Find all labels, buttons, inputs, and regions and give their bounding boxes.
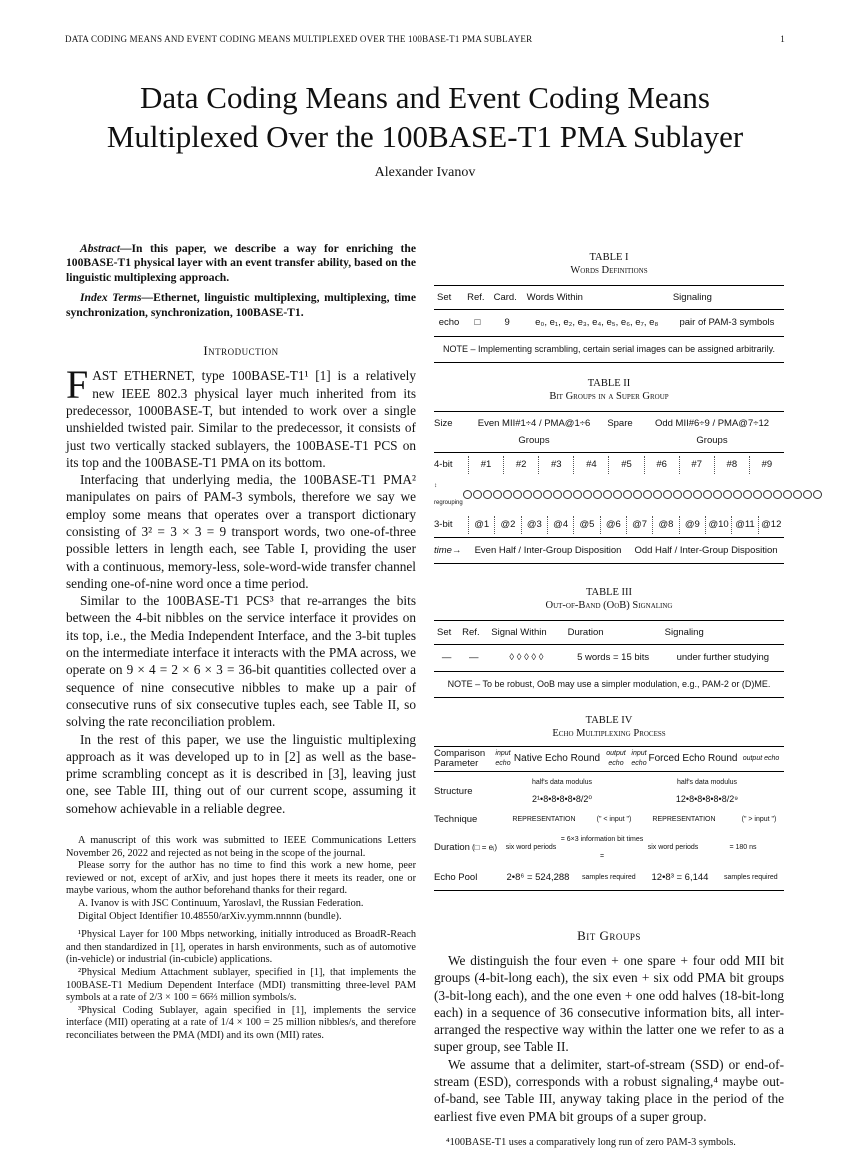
t1-cell: □: [474, 317, 481, 329]
bit-circle: [473, 490, 482, 499]
t1-header: Set: [434, 286, 464, 310]
table-2-caption: [434, 377, 784, 403]
abstract-label: Abstract—: [80, 242, 132, 255]
t4-duration-label: Duration: [434, 842, 470, 854]
bit-circle: [643, 490, 652, 499]
t3-note: NOTE – To be robust, OoB may use a simpler modulation, e.g., PAM-2 or (D)ME.: [434, 671, 784, 697]
footnotes: [66, 929, 416, 1042]
table-4: [434, 746, 784, 891]
author: Alexander Ivanov: [374, 165, 476, 180]
bit-circle: [463, 490, 472, 499]
note-4: Digital Object Identifier 10.48550/arXiv.yymm.nnnnn (bundle).: [78, 910, 342, 922]
table-2-title: Bit Groups in a Super Group: [549, 390, 669, 402]
page-number: 1: [780, 34, 785, 44]
t4-native-pool: 2•8⁶ = 524,288: [506, 872, 570, 884]
paper-title: [0, 78, 850, 156]
table-1-title: Words Definitions: [570, 265, 648, 276]
t4-technique-label: Technique: [434, 814, 478, 826]
t1-header: Ref.: [464, 286, 491, 310]
bitgroups-paragraph-1: We distinguish the four even + one spare + four odd MII bit groups (4-bit-long each), the six even + six odd PMA bit groups (3-bit-long each), and the one even + one odd halves (18-bit-long each) in a sequence of 36 consecutive information bits, all inter-arranged the respective way within the latter one we refer to as a super group, see Table II.: [434, 952, 784, 1055]
t2-pma-group: @3: [521, 516, 547, 533]
index-terms: [66, 291, 416, 320]
t4-output-echo-2: output echo: [742, 754, 780, 762]
table-3-title: Out-of-Band (OoB) Signaling: [545, 599, 673, 611]
t4-half-modulus: half's data modulus: [531, 778, 593, 786]
bit-circle: [503, 490, 512, 499]
table-3-caption: [434, 586, 784, 612]
intro-paragraph-2: Interfacing that underlying media, the 100BASE-T1 PMA² manipulates on pairs of PAM-3 symbols, therefore we say we employ some means that operates over a transport dictionary consisting of 3² = 3 × 3 = 9 transport words, two one-of-three possible letters in length each, see Table I, providing the user with a continuous, memory-less, sole-word-wide transfer channel sending one-of-nine word once a time period.: [66, 472, 416, 591]
t3-header: Set: [434, 620, 459, 644]
t1-cell: 9: [504, 317, 510, 329]
bit-circle: [513, 490, 522, 499]
t3-cell: ◊ ◊ ◊ ◊ ◊: [509, 652, 544, 664]
t4-forced-rep: REPRESENTATION: [652, 816, 716, 824]
bit-circle: [483, 490, 492, 499]
t4-native-rep: REPRESENTATION: [512, 816, 576, 824]
note-2: Please sorry for the author has no time to find this work a new home, peer reviewed or not, except of arXiv, and just hopes there it meets its reader, one or maybe various, whom the author beforehand thanks for their regard.: [66, 860, 416, 897]
t3-header: Signal Within: [488, 620, 564, 644]
t1-header: Words Within: [524, 286, 670, 310]
bit-circle: [583, 490, 592, 499]
bitgroups-paragraph-2: We assume that a delimiter, start-of-stream (SSD) or end-of-stream (ESD), corresponds with a robust signaling,⁴ maybe out-of-band, see Table III, anyway taking place in the period of the earliest five even PMA bit groups of a super group.: [434, 1056, 784, 1124]
t2-pma-group: @4: [547, 516, 573, 533]
t1-header: Signaling: [670, 286, 784, 310]
t2-pma-group: @12: [758, 516, 784, 533]
t2-mii-group: #1: [468, 456, 503, 473]
t2-regroup-label: ↕ regrouping: [434, 482, 463, 507]
bit-circle: [743, 490, 752, 499]
table-4-title: Echo Multiplexing Process: [552, 727, 666, 739]
t2-odd-half: Odd Half / Inter-Group Disposition: [634, 544, 778, 556]
abstract: [66, 242, 416, 285]
t4-forced-samples: samples required: [724, 874, 778, 882]
table-1: [434, 285, 784, 363]
t2-pma-group: @8: [652, 516, 678, 533]
intro-paragraph-3: Similar to the 100BASE-T1 PCS³ that re-arranges the bits between the 4-bit nibbles on the service interface it provides on its top, i.e., the Media Independent Interface, and the 3-bit tuples on the intermediate interface it interacts with the PMA across, we operate on 9 × 4 = 2 × 6 × 3 = 36-bit quantities collected over a sequence of nine consecutive nibbles to make up a pair of consecutive runs of six consecutive tuples each, see Table II, so solving the rate reconciliation problem.: [66, 593, 416, 730]
t2-mii-group: #2: [503, 456, 538, 473]
bit-circle: [803, 490, 812, 499]
intro-p1-text: AST ETHERNET, type 100BASE-T1¹ [1] is a relatively new IEEE 802.3 physical layer much inherited from its predecessor, 1000BASE-T, but intended to work over a single unshielded twisted pair. Similar to the predecessor, it consists of just two vertically stacked sublayers, the 100BASE-T1 PCS on its top and the 100BASE-T1 PMA on its bottom.: [66, 368, 416, 470]
bit-circle: [783, 490, 792, 499]
t4-native-cond: (" < input "): [596, 816, 632, 824]
t2-regroup-row: [434, 477, 784, 514]
intro-heading: Introduction: [203, 343, 279, 359]
t2-pma-group: @7: [626, 516, 652, 533]
t2-pma-group: @10: [705, 516, 731, 533]
t2-mii-group: #9: [749, 456, 784, 473]
t2-pma-group: @5: [573, 516, 599, 533]
t2-mii-group: #4: [573, 456, 608, 473]
bit-circle: [603, 490, 612, 499]
t2-pma-group: @1: [468, 516, 494, 533]
t4-forced-struct-text: 12•8•8•8•8•8/2⁹: [675, 794, 739, 805]
table-3: [434, 620, 784, 698]
t4-forced-six: six word periods: [647, 844, 699, 852]
t1-header: Card.: [491, 286, 524, 310]
right-column: [434, 245, 784, 1160]
t2-pma-group: @2: [494, 516, 520, 533]
title-line-1: Data Coding Means and Event Coding Means: [140, 80, 710, 115]
t2-even-header: Even MII#1÷4 / PMA@1÷6 Groups: [477, 417, 591, 447]
bit-circle: [533, 490, 542, 499]
note-1: A manuscript of this work was submitted to IEEE Communications Letters November 26, 2022 and rejected as not being in the scope of the journal.: [66, 835, 416, 859]
bit-circle: [693, 490, 702, 499]
t1-cell: pair of PAM-3 symbols: [679, 317, 775, 329]
t3-header: Duration: [565, 620, 662, 644]
t4-pool-label: Echo Pool: [434, 872, 478, 884]
bit-circle: [673, 490, 682, 499]
running-title: DATA CODING MEANS AND EVENT CODING MEANS MULTIPLEXED OVER THE 100BASE-T1 PMA SUBLAYER: [65, 34, 533, 44]
t4-native-samples: samples required: [582, 874, 636, 882]
t4-native-structure: [494, 774, 630, 809]
table-2-label: TABLE II: [587, 377, 631, 389]
t4-param-header: Comparison Parameter: [434, 747, 486, 769]
t2-mii-group: #6: [644, 456, 679, 473]
bit-circle: [813, 490, 822, 499]
bitgroups-heading: Bit Groups: [577, 927, 641, 943]
t3-header: Ref.: [459, 620, 488, 644]
t2-mii-group: #3: [538, 456, 573, 473]
t1-note: NOTE – Implementing scrambling, certain serial images can be assigned arbitrarily.: [434, 336, 784, 362]
bit-circle: [713, 490, 722, 499]
index-terms-text: Ethernet, linguistic multiplexing, multiplexing, time synchronization, synchronization, 100BASE-T1.: [66, 291, 416, 319]
table-4-label: TABLE IV: [585, 714, 633, 726]
left-column: [66, 242, 416, 1043]
t2-pma-group: @6: [600, 516, 626, 533]
t4-forced-pool: 12•8³ = 6,144: [651, 872, 709, 884]
t4-forced-header: Forced Echo Round: [648, 752, 738, 764]
bit-circles: [463, 490, 823, 501]
bit-circle: [573, 490, 582, 499]
t2-time-row: [434, 537, 784, 563]
bit-circle: [683, 490, 692, 499]
t2-pma-group: @11: [731, 516, 757, 533]
bit-circle: [493, 490, 502, 499]
bit-circle: [593, 490, 602, 499]
bit-circle: [733, 490, 742, 499]
t4-output-echo: output echo: [606, 749, 626, 767]
bit-circle: [553, 490, 562, 499]
bit-circle: [703, 490, 712, 499]
abstract-text: In this paper, we describe a way for enriching the 100BASE-T1 physical layer with an event transfer ability, based on the linguistic multiplexing approach.: [66, 242, 416, 284]
t2-spare-header: Spare: [607, 417, 633, 429]
t3-cell: under further studying: [676, 652, 770, 664]
t4-forced-structure: [630, 774, 784, 809]
footnote-1: ¹Physical Layer for 100 Mbps networking, initially introduced as BroadR-Reach and then standardized in [1], operates in harsh environments, such as of automotive (in-vehicle) or industrial (in-cubicle) applications.: [66, 929, 416, 966]
t2-pma-group: @9: [679, 516, 705, 533]
t4-forced-dur: = 180 ns: [729, 844, 757, 852]
t2-mii-group: #8: [714, 456, 749, 473]
table-1-label: TABLE I: [589, 252, 629, 263]
table-1-caption: [434, 251, 784, 277]
t4-input-echo-2: input echo: [631, 749, 647, 767]
bit-circle: [793, 490, 802, 499]
t3-cell: 5 words = 15 bits: [577, 652, 650, 664]
footnote-2: ²Physical Medium Attachment sublayer, specified in [1], that implements the 100BASE-T1 Medium Dependent Interface (MDI) transmitting three-level PAM symbols at a rate of 2/3 × 100 = 66⅔ million symbols/s.: [66, 966, 416, 1004]
t2-even-half: Even Half / Inter-Group Disposition: [474, 544, 622, 556]
table-2: [434, 411, 784, 564]
t4-native-dur: = 6×3 information bit times =: [560, 835, 644, 861]
t1-cell: echo: [438, 317, 460, 329]
t4-forced-cond: (" > input "): [741, 816, 777, 824]
t4-native-struct-text: 2¹•8•8•8•8•8/2⁰: [532, 794, 592, 805]
t2-size-header: Size: [434, 417, 453, 429]
title-line-2: Multiplexed Over the 100BASE-T1 PMA Sublayer: [106, 119, 744, 154]
intro-paragraph-1: [66, 362, 416, 471]
t2-mii-group: #7: [679, 456, 714, 473]
bit-circle: [663, 490, 672, 499]
bit-circle: [623, 490, 632, 499]
t3-cell: —: [441, 652, 452, 664]
t4-structure-label: Structure: [434, 785, 473, 797]
t2-row-3bit: [434, 513, 784, 536]
footnote-4: ⁴100BASE-T1 uses a comparatively long run of zero PAM-3 symbols.: [446, 1136, 736, 1148]
running-header: [65, 34, 785, 44]
bit-circle: [753, 490, 762, 499]
t2-mii-group: #5: [608, 456, 643, 473]
t2-row-4bit: [434, 453, 784, 476]
t4-half-modulus-2: half's data modulus: [676, 778, 738, 786]
bit-circle: [723, 490, 732, 499]
footnote-3: ³Physical Coding Sublayer, again specified in [1], implements the service interface (MII) operating at a rate of 1/4 × 100 = 25 million nibbles/s, and therefore reconciliates between the PMA (MDI) and its own (MII) rates.: [66, 1004, 416, 1041]
t4-duration-unit: (□ = eᵢ): [472, 843, 497, 853]
drop-cap: F: [66, 362, 89, 408]
bit-circle: [633, 490, 642, 499]
index-terms-label: Index Terms—: [80, 291, 154, 305]
bit-circle: [653, 490, 662, 499]
t2-row3-label: 3-bit: [434, 519, 453, 531]
t3-header: Signaling: [662, 620, 784, 644]
t4-native-six: six word periods: [505, 844, 557, 852]
manuscript-notes: [66, 835, 416, 923]
t3-cell: —: [468, 652, 479, 664]
intro-paragraph-4: In the rest of this paper, we use the linguistic multiplexing approach as it was developed up to in [2] as well as the base-prime scrambling concept as it is described in [3], leaving just one, see Table III, thing out of our current scope, assuming it somehow achievable in a reliable degree.: [66, 731, 416, 816]
bit-circle: [543, 490, 552, 499]
t2-row4-label: 4-bit: [434, 459, 453, 471]
t1-cell: e₀, e₁, e₂, e₃, e₄, e₅, e₆, e₇, e₈: [535, 317, 659, 329]
table-3-label: TABLE III: [585, 586, 633, 598]
note-3: A. Ivanov is with JSC Continuum, Yaroslavl, the Russian Federation.: [78, 898, 364, 910]
bit-circle: [563, 490, 572, 499]
bit-circle: [773, 490, 782, 499]
t4-native-header: Native Echo Round: [513, 752, 601, 764]
table-4-caption: [434, 714, 784, 740]
bit-circle: [523, 490, 532, 499]
bit-circle: [763, 490, 772, 499]
t2-time-label: time→: [434, 544, 462, 556]
t2-odd-header: Odd MII#6÷9 / PMA@7÷12 Groups: [654, 417, 770, 447]
t4-input-echo: input echo: [495, 749, 511, 767]
bit-circle: [613, 490, 622, 499]
